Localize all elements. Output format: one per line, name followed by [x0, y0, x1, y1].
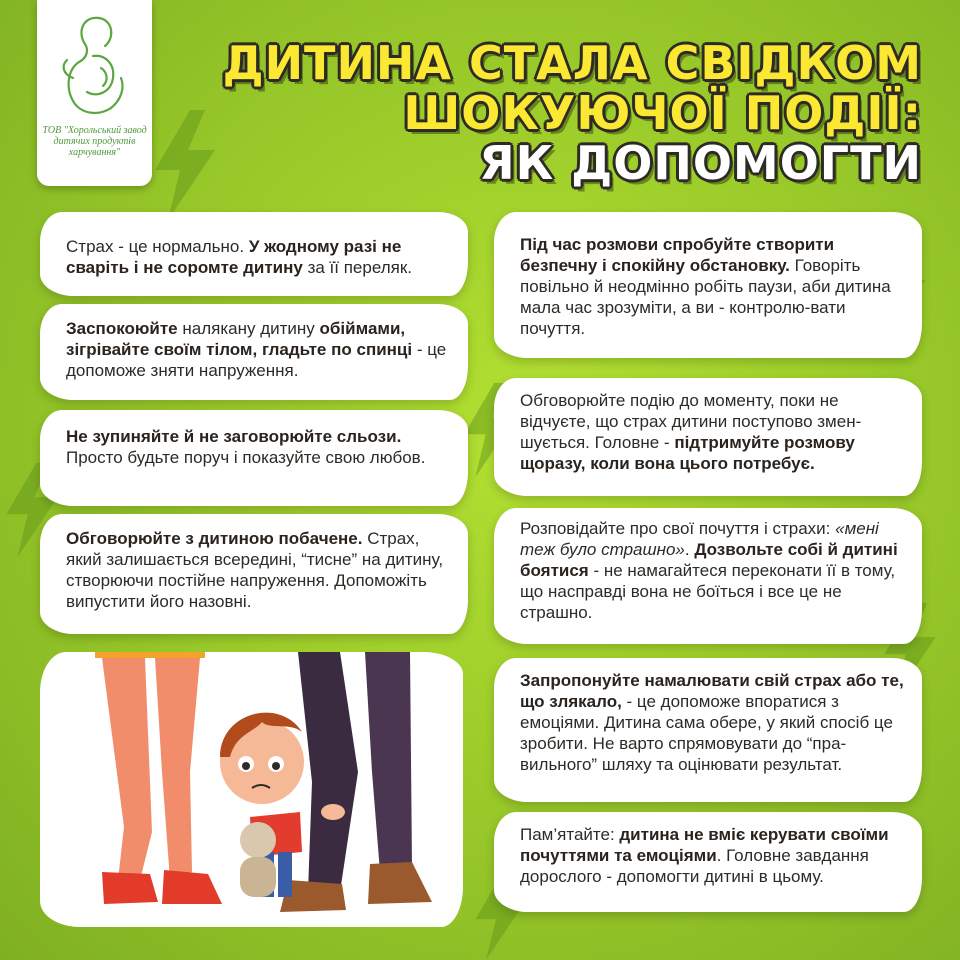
tip-emphasis: Дозвольте собі й дитині боятися	[520, 540, 898, 580]
page-title	[223, 38, 922, 188]
tip-text: Обговорюйте подію до моменту, поки не відчуєте, що страх дитини поступово змен-шується. Головне -	[520, 391, 862, 452]
tip-card	[40, 410, 468, 506]
tip-card	[494, 812, 922, 912]
logo-caption: ТОВ "Хорольський завод дитячих продуктів харчування"	[42, 125, 147, 158]
tip-text: - не намагайтеся переконати її в тому, що насправді вона не боїться і все це не страшно.	[520, 561, 896, 622]
tip-card	[494, 508, 922, 644]
tip-emphasis: обіймами, зігрівайте своїм тілом, гладьте по спинці	[66, 319, 413, 359]
tip-text: Пам’ятайте:	[520, 825, 620, 844]
tip-emphasis: У жодному разі не сваріть і не соромте дитину	[66, 237, 402, 277]
tip-text: Говоріть повільно й неодмінно робіть паузи, аби дитина мала час зрозуміти, а ви - контролю-вати почуття.	[520, 256, 891, 338]
tip-emphasis: дитина не вміє керувати своїми почуттями та емоціями	[520, 825, 889, 865]
tip-text: Просто будьте поруч і показуйте свою любов.	[66, 448, 426, 467]
tip-emphasis: Обговорюйте з дитиною побачене.	[66, 529, 363, 548]
tip-emphasis: Запропонуйте намалювати свій страх або те, що злякало,	[520, 671, 904, 711]
tip-text: Розповідайте про свої почуття і страхи:	[520, 519, 836, 538]
title-line-2: ШОКУЮЧОЇ ПОДІЇ:	[403, 86, 922, 140]
tip-card	[494, 658, 922, 802]
tip-text: за її переляк.	[302, 258, 412, 277]
frightened-child-behind-parents-legs-illustration	[40, 652, 463, 927]
tip-card	[40, 514, 468, 634]
tip-text: Страх, який залишається всередині, “тисне” на дитину, створюючи постійне напруження. Допоможіть випустити його назовні.	[66, 529, 444, 611]
title-line-3: ЯК ДОПОМОГТИ	[479, 136, 922, 190]
tip-text: - це допоможе зняти напруження.	[66, 340, 447, 380]
company-logo	[37, 0, 152, 186]
tip-emphasis: Не зупиняйте й не заговорюйте сльози.	[66, 427, 402, 446]
tip-text: .	[684, 540, 695, 559]
mother-and-child-icon	[53, 8, 137, 120]
tip-emphasis: підтримуйте розмову щоразу, коли вона цього потребує.	[520, 433, 855, 473]
tip-text: налякану дитину	[177, 319, 320, 338]
tip-card	[40, 304, 468, 400]
tip-text: Страх - це нормально.	[66, 237, 249, 256]
tip-card	[40, 212, 468, 296]
lightning-bolt-icon	[150, 110, 220, 220]
title-line-1: ДИТИНА СТАЛА СВІДКОМ	[222, 36, 922, 90]
tip-emphasis: Заспокоюйте	[66, 319, 178, 338]
tip-emphasis: Під час розмови спробуйте створити безпечну і спокійну обстановку.	[520, 235, 835, 275]
tip-card	[494, 212, 922, 358]
tip-quote: «мені теж було страшно»	[520, 519, 879, 559]
tip-card	[494, 378, 922, 496]
tip-text: - це допоможе впоратися з емоціями. Дитина сама обере, у який спосіб це зробити. Не варто спрямовувати до “пра-вильного” шляху та оцінювати результат.	[520, 692, 893, 774]
tip-text: . Головне завдання дорослого - допомогти дитині в цьому.	[520, 846, 869, 886]
